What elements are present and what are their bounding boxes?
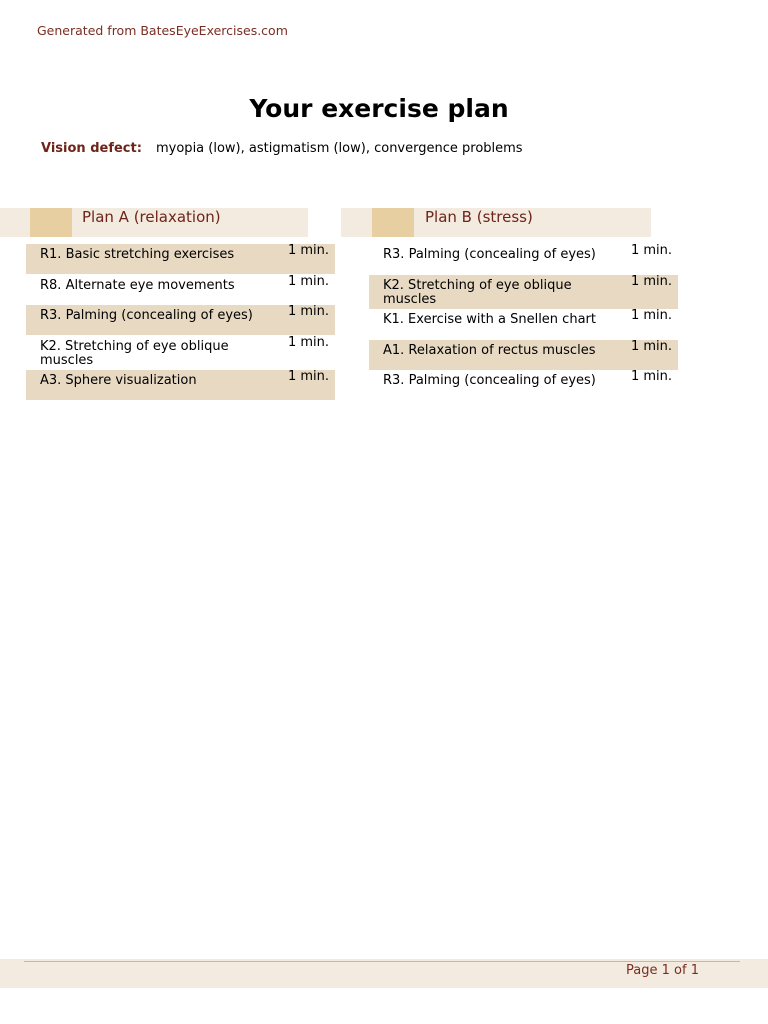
table-row <box>369 370 678 400</box>
exercise-duration: 1 min. <box>630 274 672 289</box>
exercise-name: R8. Alternate eye movements <box>40 278 235 293</box>
exercise-name: R3. Palming (concealing of eyes) <box>40 308 253 323</box>
vision-defect-label: Vision defect: <box>41 141 142 156</box>
exercise-name: K2. Stretching of eye oblique muscles <box>383 278 572 307</box>
plan-a-title: Plan A (relaxation) <box>82 208 221 226</box>
table-row <box>369 244 678 274</box>
table-row <box>26 275 335 305</box>
vision-defect-value: myopia (low), astigmatism (low), convergence problems <box>156 141 523 156</box>
exercise-duration: 1 min. <box>630 243 672 258</box>
exercise-name: R3. Palming (concealing of eyes) <box>383 373 596 388</box>
page-title: Your exercise plan <box>249 94 509 123</box>
plan-b-header <box>341 208 651 237</box>
exercise-name: A1. Relaxation of rectus muscles <box>383 343 596 358</box>
plan-b-marker <box>372 208 414 237</box>
exercise-duration: 1 min. <box>287 369 329 384</box>
table-row <box>26 305 335 335</box>
generated-from-text: Generated from BatesEyeExercises.com <box>37 23 288 38</box>
exercise-duration: 1 min. <box>287 274 329 289</box>
table-row <box>26 336 335 366</box>
page-number: Page 1 of 1 <box>626 963 699 978</box>
plan-a-header <box>0 208 308 237</box>
exercise-name: K1. Exercise with a Snellen chart <box>383 312 596 327</box>
exercise-duration: 1 min. <box>630 339 672 354</box>
plan-a-marker <box>30 208 72 237</box>
table-row <box>26 244 335 274</box>
plan-b-title: Plan B (stress) <box>425 208 533 226</box>
table-row <box>369 309 678 339</box>
footer-divider <box>24 961 740 962</box>
page-footer <box>0 959 768 988</box>
exercise-duration: 1 min. <box>287 304 329 319</box>
table-row <box>26 370 335 400</box>
exercise-name: R1. Basic stretching exercises <box>40 247 235 262</box>
table-row <box>369 340 678 370</box>
exercise-duration: 1 min. <box>630 308 672 323</box>
exercise-duration: 1 min. <box>630 369 672 384</box>
exercise-name: A3. Sphere visualization <box>40 373 197 388</box>
table-row <box>369 275 678 309</box>
exercise-name: R3. Palming (concealing of eyes) <box>383 247 596 262</box>
exercise-duration: 1 min. <box>287 243 329 258</box>
exercise-duration: 1 min. <box>287 335 329 350</box>
exercise-name: K2. Stretching of eye oblique muscles <box>40 339 229 368</box>
